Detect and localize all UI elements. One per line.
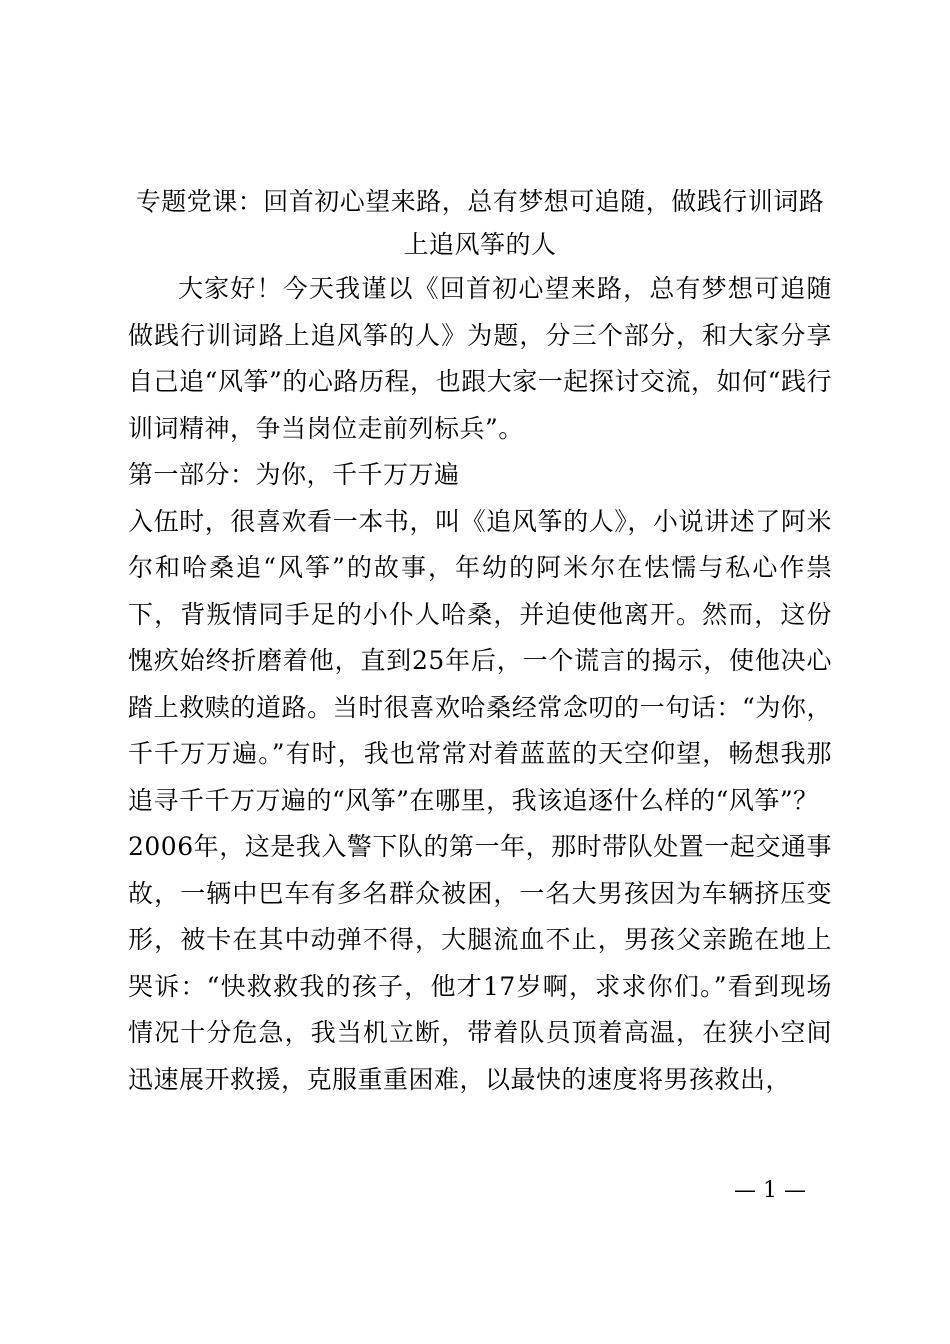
document-title: 专题党课：回首初心望来路，总有梦想可追随，做践行训词路上追风筝的人 (135, 187, 825, 259)
body-paragraph: 入伍时，很喜欢看一本书，叫《追风筝的人》，小说讲述了阿米尔和哈桑追“风筝”的故事，年幼的阿米尔在怯懦与私心作祟下，背叛情同手足的小仆人哈桑，并迫使他离开。然而，这份愧疚始终折磨着他，直到25年后，一个谎言的揭示，使他决心踏上救赎的道路。当时很喜欢哈桑经常念叨的一句话：“为你，千千万万遍。”有时，我也常常对着蓝蓝的天空仰望，畅想我那追寻千千万万遍的“风筝”在哪里，我该追逐什么样的“风筝”？ (128, 506, 832, 815)
section-heading: 第一部分：为你，千千万万遍 (128, 460, 460, 489)
document-body (128, 180, 832, 1103)
body-paragraph: 2006年，这是我入警下队的第一年，那时带队处置一起交通事故，一辆中巴车有多名群众被困，一名大男孩因为车辆挤压变形，被卡在其中动弹不得，大腿流血不止，男孩父亲跪在地上哭诉：“快救救我的孩子，他才17岁啊，求求你们。”看到现场情况十分危急，我当机立断，带着队员顶着高温，在狭小空间迅速展开救援，克服重重困难，以最快的速度将男孩救出， (128, 832, 832, 1094)
opening-paragraph: 大家好！今天我谨以《回首初心望来路，总有梦想可追随做践行训词路上追风筝的人》为题，分三个部分，和大家分享自己追“风筝”的心路历程，也跟大家一起探讨交流，如何“践行训词精神，争当岗位走前列标兵”。 (128, 274, 832, 443)
page-number: — 1 — (734, 1178, 806, 1203)
